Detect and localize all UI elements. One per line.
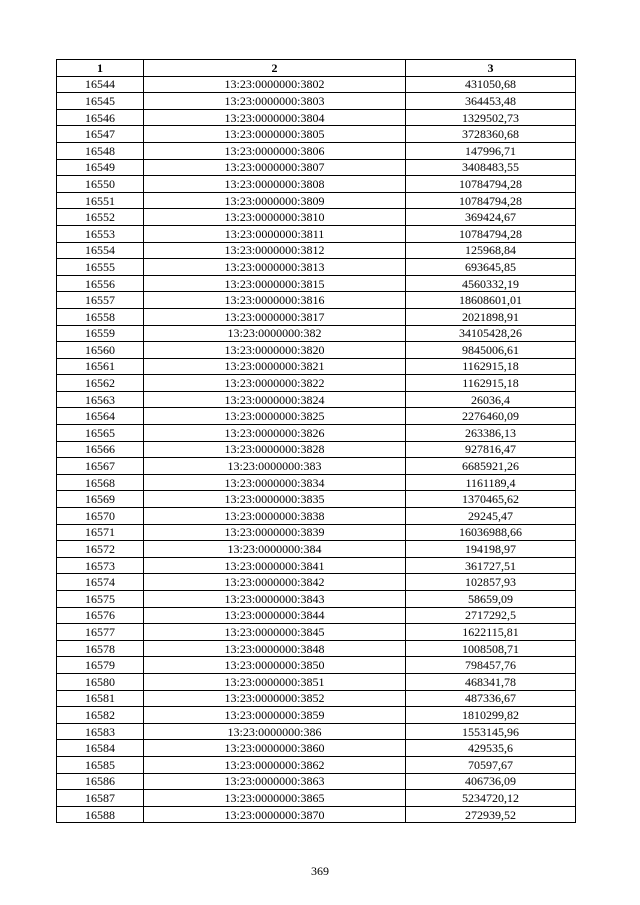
row-number-cell: 16545 <box>57 93 144 110</box>
value-cell: 927816,47 <box>406 441 576 458</box>
table-row <box>57 408 576 425</box>
value-cell: 9845006,61 <box>406 342 576 359</box>
table-row <box>57 292 576 309</box>
value-cell: 1162915,18 <box>406 375 576 392</box>
cadastral-number-cell: 13:23:0000000:3816 <box>144 292 406 309</box>
row-number-cell: 16588 <box>57 806 144 823</box>
cadastral-number-cell: 13:23:0000000:3860 <box>144 740 406 757</box>
value-cell: 10784794,28 <box>406 192 576 209</box>
value-cell: 18608601,01 <box>406 292 576 309</box>
row-number-cell: 16556 <box>57 275 144 292</box>
cadastral-number-cell: 13:23:0000000:3825 <box>144 408 406 425</box>
table-row <box>57 557 576 574</box>
row-number-cell: 16550 <box>57 176 144 193</box>
cadastral-number-cell: 13:23:0000000:3810 <box>144 209 406 226</box>
cadastral-number-cell: 13:23:0000000:3859 <box>144 707 406 724</box>
cadastral-number-cell: 13:23:0000000:3826 <box>144 425 406 442</box>
row-number-cell: 16554 <box>57 242 144 259</box>
cadastral-number-cell: 13:23:0000000:3813 <box>144 259 406 276</box>
page-number: 369 <box>311 864 329 878</box>
cadastral-number-cell: 13:23:0000000:382 <box>144 325 406 342</box>
table-row <box>57 76 576 93</box>
value-cell: 1553145,96 <box>406 723 576 740</box>
value-cell: 4560332,19 <box>406 275 576 292</box>
table-row <box>57 176 576 193</box>
table-row <box>57 275 576 292</box>
cadastral-number-cell: 13:23:0000000:3821 <box>144 358 406 375</box>
row-number-cell: 16578 <box>57 640 144 657</box>
value-cell: 102857,93 <box>406 574 576 591</box>
table-row <box>57 109 576 126</box>
cadastral-number-cell: 13:23:0000000:3802 <box>144 76 406 93</box>
cadastral-number-cell: 13:23:0000000:3841 <box>144 557 406 574</box>
column-header: 1 <box>57 60 144 77</box>
value-cell: 272939,52 <box>406 806 576 823</box>
value-cell: 1161189,4 <box>406 474 576 491</box>
table-row <box>57 159 576 176</box>
value-cell: 1162915,18 <box>406 358 576 375</box>
table-body <box>57 76 576 823</box>
table-row <box>57 574 576 591</box>
value-cell: 34105428,26 <box>406 325 576 342</box>
value-cell: 6685921,26 <box>406 458 576 475</box>
table-row <box>57 142 576 159</box>
value-cell: 1370465,62 <box>406 491 576 508</box>
cadastral-number-cell: 13:23:0000000:3848 <box>144 640 406 657</box>
table-row <box>57 508 576 525</box>
value-cell: 1622115,81 <box>406 624 576 641</box>
table-row <box>57 93 576 110</box>
value-cell: 798457,76 <box>406 657 576 674</box>
row-number-cell: 16559 <box>57 325 144 342</box>
value-cell: 5234720,12 <box>406 790 576 807</box>
table-row <box>57 740 576 757</box>
row-number-cell: 16573 <box>57 557 144 574</box>
row-number-cell: 16585 <box>57 756 144 773</box>
table-row <box>57 325 576 342</box>
table-row <box>57 391 576 408</box>
value-cell: 1329502,73 <box>406 109 576 126</box>
cadastral-number-cell: 13:23:0000000:3865 <box>144 790 406 807</box>
value-cell: 369424,67 <box>406 209 576 226</box>
table-row <box>57 773 576 790</box>
row-number-cell: 16570 <box>57 508 144 525</box>
value-cell: 2021898,91 <box>406 308 576 325</box>
table-row <box>57 640 576 657</box>
table-row <box>57 342 576 359</box>
cadastral-number-cell: 13:23:0000000:3820 <box>144 342 406 359</box>
table-row <box>57 242 576 259</box>
row-number-cell: 16561 <box>57 358 144 375</box>
value-cell: 693645,85 <box>406 259 576 276</box>
table-row <box>57 209 576 226</box>
row-number-cell: 16552 <box>57 209 144 226</box>
cadastral-number-cell: 13:23:0000000:3835 <box>144 491 406 508</box>
table-row <box>57 723 576 740</box>
table-row <box>57 657 576 674</box>
row-number-cell: 16567 <box>57 458 144 475</box>
cadastral-number-cell: 13:23:0000000:3862 <box>144 756 406 773</box>
table-row <box>57 673 576 690</box>
table-row <box>57 790 576 807</box>
row-number-cell: 16572 <box>57 541 144 558</box>
table-row <box>57 126 576 143</box>
value-cell: 429535,6 <box>406 740 576 757</box>
cadastral-number-cell: 13:23:0000000:3807 <box>144 159 406 176</box>
value-cell: 364453,48 <box>406 93 576 110</box>
value-cell: 2717292,5 <box>406 607 576 624</box>
value-cell: 263386,13 <box>406 425 576 442</box>
value-cell: 147996,71 <box>406 142 576 159</box>
cadastral-number-cell: 13:23:0000000:3817 <box>144 308 406 325</box>
table-row <box>57 358 576 375</box>
cadastral-number-cell: 13:23:0000000:3850 <box>144 657 406 674</box>
row-number-cell: 16579 <box>57 657 144 674</box>
cadastral-number-cell: 13:23:0000000:3809 <box>144 192 406 209</box>
row-number-cell: 16575 <box>57 591 144 608</box>
table-row <box>57 491 576 508</box>
table-row <box>57 375 576 392</box>
cadastral-number-cell: 13:23:0000000:3828 <box>144 441 406 458</box>
value-cell: 3408483,55 <box>406 159 576 176</box>
table-row <box>57 690 576 707</box>
value-cell: 29245,47 <box>406 508 576 525</box>
cadastral-number-cell: 13:23:0000000:386 <box>144 723 406 740</box>
value-cell: 2276460,09 <box>406 408 576 425</box>
value-cell: 406736,09 <box>406 773 576 790</box>
row-number-cell: 16551 <box>57 192 144 209</box>
row-number-cell: 16560 <box>57 342 144 359</box>
value-cell: 26036,4 <box>406 391 576 408</box>
value-cell: 125968,84 <box>406 242 576 259</box>
column-header: 3 <box>406 60 576 77</box>
table-row <box>57 259 576 276</box>
row-number-cell: 16558 <box>57 308 144 325</box>
cadastral-number-cell: 13:23:0000000:3811 <box>144 225 406 242</box>
cadastral-number-cell: 13:23:0000000:3844 <box>144 607 406 624</box>
value-cell: 194198,97 <box>406 541 576 558</box>
cadastral-number-cell: 13:23:0000000:3808 <box>144 176 406 193</box>
cadastral-number-cell: 13:23:0000000:3805 <box>144 126 406 143</box>
cadastral-number-cell: 13:23:0000000:384 <box>144 541 406 558</box>
value-cell: 1810299,82 <box>406 707 576 724</box>
table-row <box>57 441 576 458</box>
value-cell: 58659,09 <box>406 591 576 608</box>
table-row <box>57 607 576 624</box>
value-cell: 1008508,71 <box>406 640 576 657</box>
row-number-cell: 16562 <box>57 375 144 392</box>
row-number-cell: 16582 <box>57 707 144 724</box>
row-number-cell: 16577 <box>57 624 144 641</box>
cadastral-number-cell: 13:23:0000000:3824 <box>144 391 406 408</box>
table-row <box>57 624 576 641</box>
cadastral-number-cell: 13:23:0000000:383 <box>144 458 406 475</box>
value-cell: 16036988,66 <box>406 524 576 541</box>
table-row <box>57 308 576 325</box>
value-cell: 431050,68 <box>406 76 576 93</box>
data-table <box>56 59 576 823</box>
row-number-cell: 16574 <box>57 574 144 591</box>
row-number-cell: 16571 <box>57 524 144 541</box>
cadastral-number-cell: 13:23:0000000:3863 <box>144 773 406 790</box>
row-number-cell: 16565 <box>57 425 144 442</box>
row-number-cell: 16581 <box>57 690 144 707</box>
value-cell: 361727,51 <box>406 557 576 574</box>
cadastral-number-cell: 13:23:0000000:3812 <box>144 242 406 259</box>
row-number-cell: 16587 <box>57 790 144 807</box>
table-row <box>57 524 576 541</box>
cadastral-number-cell: 13:23:0000000:3842 <box>144 574 406 591</box>
row-number-cell: 16586 <box>57 773 144 790</box>
value-cell: 70597,67 <box>406 756 576 773</box>
value-cell: 10784794,28 <box>406 225 576 242</box>
cadastral-number-cell: 13:23:0000000:3804 <box>144 109 406 126</box>
row-number-cell: 16584 <box>57 740 144 757</box>
table-row <box>57 458 576 475</box>
row-number-cell: 16566 <box>57 441 144 458</box>
row-number-cell: 16580 <box>57 673 144 690</box>
value-cell: 3728360,68 <box>406 126 576 143</box>
table-row <box>57 591 576 608</box>
cadastral-number-cell: 13:23:0000000:3806 <box>144 142 406 159</box>
table-row <box>57 806 576 823</box>
cadastral-number-cell: 13:23:0000000:3803 <box>144 93 406 110</box>
row-number-cell: 16547 <box>57 126 144 143</box>
table-header-row <box>57 60 576 77</box>
table-row <box>57 425 576 442</box>
row-number-cell: 16548 <box>57 142 144 159</box>
cadastral-number-cell: 13:23:0000000:3845 <box>144 624 406 641</box>
row-number-cell: 16576 <box>57 607 144 624</box>
table-row <box>57 474 576 491</box>
value-cell: 10784794,28 <box>406 176 576 193</box>
table-row <box>57 756 576 773</box>
row-number-cell: 16583 <box>57 723 144 740</box>
value-cell: 468341,78 <box>406 673 576 690</box>
cadastral-number-cell: 13:23:0000000:3870 <box>144 806 406 823</box>
table-row <box>57 225 576 242</box>
row-number-cell: 16568 <box>57 474 144 491</box>
row-number-cell: 16564 <box>57 408 144 425</box>
cadastral-number-cell: 13:23:0000000:3815 <box>144 275 406 292</box>
table-row <box>57 541 576 558</box>
row-number-cell: 16569 <box>57 491 144 508</box>
row-number-cell: 16549 <box>57 159 144 176</box>
column-header: 2 <box>144 60 406 77</box>
cadastral-number-cell: 13:23:0000000:3822 <box>144 375 406 392</box>
value-cell: 487336,67 <box>406 690 576 707</box>
cadastral-number-cell: 13:23:0000000:3838 <box>144 508 406 525</box>
row-number-cell: 16555 <box>57 259 144 276</box>
row-number-cell: 16544 <box>57 76 144 93</box>
row-number-cell: 16563 <box>57 391 144 408</box>
table-row <box>57 192 576 209</box>
row-number-cell: 16557 <box>57 292 144 309</box>
cadastral-number-cell: 13:23:0000000:3843 <box>144 591 406 608</box>
cadastral-number-cell: 13:23:0000000:3839 <box>144 524 406 541</box>
cadastral-number-cell: 13:23:0000000:3851 <box>144 673 406 690</box>
row-number-cell: 16546 <box>57 109 144 126</box>
cadastral-number-cell: 13:23:0000000:3852 <box>144 690 406 707</box>
row-number-cell: 16553 <box>57 225 144 242</box>
cadastral-number-cell: 13:23:0000000:3834 <box>144 474 406 491</box>
table-row <box>57 707 576 724</box>
